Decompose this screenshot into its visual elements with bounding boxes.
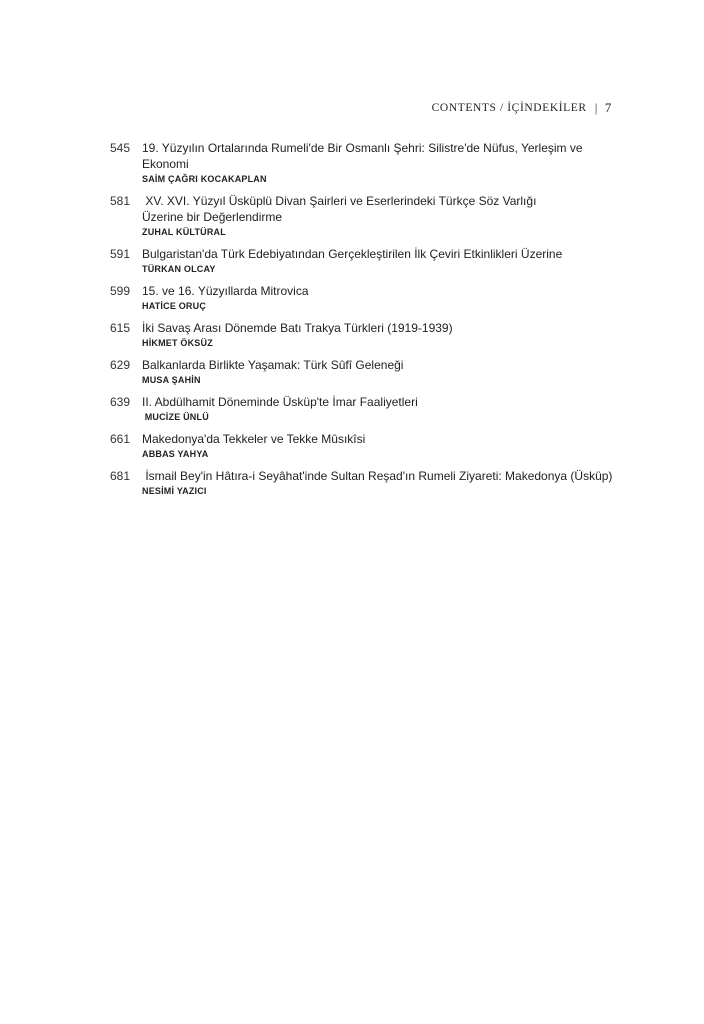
toc-entry xyxy=(110,431,630,461)
entry-author: ZUHAL KÜLTÜRAL xyxy=(142,227,226,237)
page-number: 7 xyxy=(604,100,612,115)
entry-page-number: 629 xyxy=(110,358,131,372)
entry-title: İki Savaş Arası Dönemde Batı Trakya Türkleri (1919-1939) xyxy=(142,321,453,335)
toc-entry xyxy=(110,320,630,350)
entry-author: MUCİZE ÜNLÜ xyxy=(142,412,209,422)
entry-page-number: 599 xyxy=(110,284,131,298)
toc-entry xyxy=(110,394,630,424)
toc-entry xyxy=(110,193,630,239)
section-title: CONTENTS / İÇİNDEKİLER xyxy=(431,102,587,114)
entry-title: 19. Yüzyılın Ortalarında Rumeli'de Bir Osmanlı Şehri: Silistre'de Nüfus, Yerleşim ve Ekonomi xyxy=(142,141,586,171)
entry-page-number: 681 xyxy=(110,469,131,483)
entry-title: Makedonya'da Tekkeler ve Tekke Mûsıkîsi xyxy=(142,432,366,446)
toc-entry xyxy=(110,140,630,186)
entry-author: TÜRKAN OLCAY xyxy=(142,264,216,274)
entry-title: 15. ve 16. Yüzyıllarda Mitrovica xyxy=(142,284,309,298)
toc-entry xyxy=(110,468,630,498)
entry-page-number: 545 xyxy=(110,141,131,155)
toc-entry xyxy=(110,283,630,313)
entry-author: HATİCE ORUÇ xyxy=(142,301,207,311)
table-of-contents xyxy=(110,140,630,505)
entry-title: II. Abdülhamit Döneminde Üsküp'te İmar Faaliyetleri xyxy=(142,395,418,409)
entry-author: SAİM ÇAĞRI KOCAKAPLAN xyxy=(142,174,267,184)
running-head xyxy=(432,100,612,116)
entry-page-number: 639 xyxy=(110,395,131,409)
entry-page-number: 591 xyxy=(110,247,131,261)
entry-author: NESİMİ YAZICI xyxy=(142,486,207,496)
toc-entry xyxy=(110,246,630,276)
entry-author: ABBAS YAHYA xyxy=(142,449,209,459)
entry-page-number: 581 xyxy=(110,194,131,208)
entry-author: HİKMET ÖKSÜZ xyxy=(142,338,213,348)
entry-page-number: 615 xyxy=(110,321,131,335)
entry-page-number: 661 xyxy=(110,432,131,446)
entry-title: İsmail Bey'in Hâtıra-i Seyâhat'inde Sultan Reşad'ın Rumeli Ziyareti: Makedonya (Üsküp) xyxy=(142,469,613,483)
entry-author: MUSA ŞAHİN xyxy=(142,375,201,385)
entry-title: Bulgaristan'da Türk Edebiyatından Gerçekleştirilen İlk Çeviri Etkinlikleri Üzerine xyxy=(142,247,563,261)
entry-title: Balkanlarda Birlikte Yaşamak: Türk Sûfî Geleneği xyxy=(142,358,404,372)
toc-entry xyxy=(110,357,630,387)
entry-title: XV. XVI. Yüzyıl Üsküplü Divan Şairleri ve Eserlerindeki Türkçe Söz Varlığı Üzerine bir Değerlendirme xyxy=(142,194,537,224)
header-separator: | xyxy=(594,100,598,115)
